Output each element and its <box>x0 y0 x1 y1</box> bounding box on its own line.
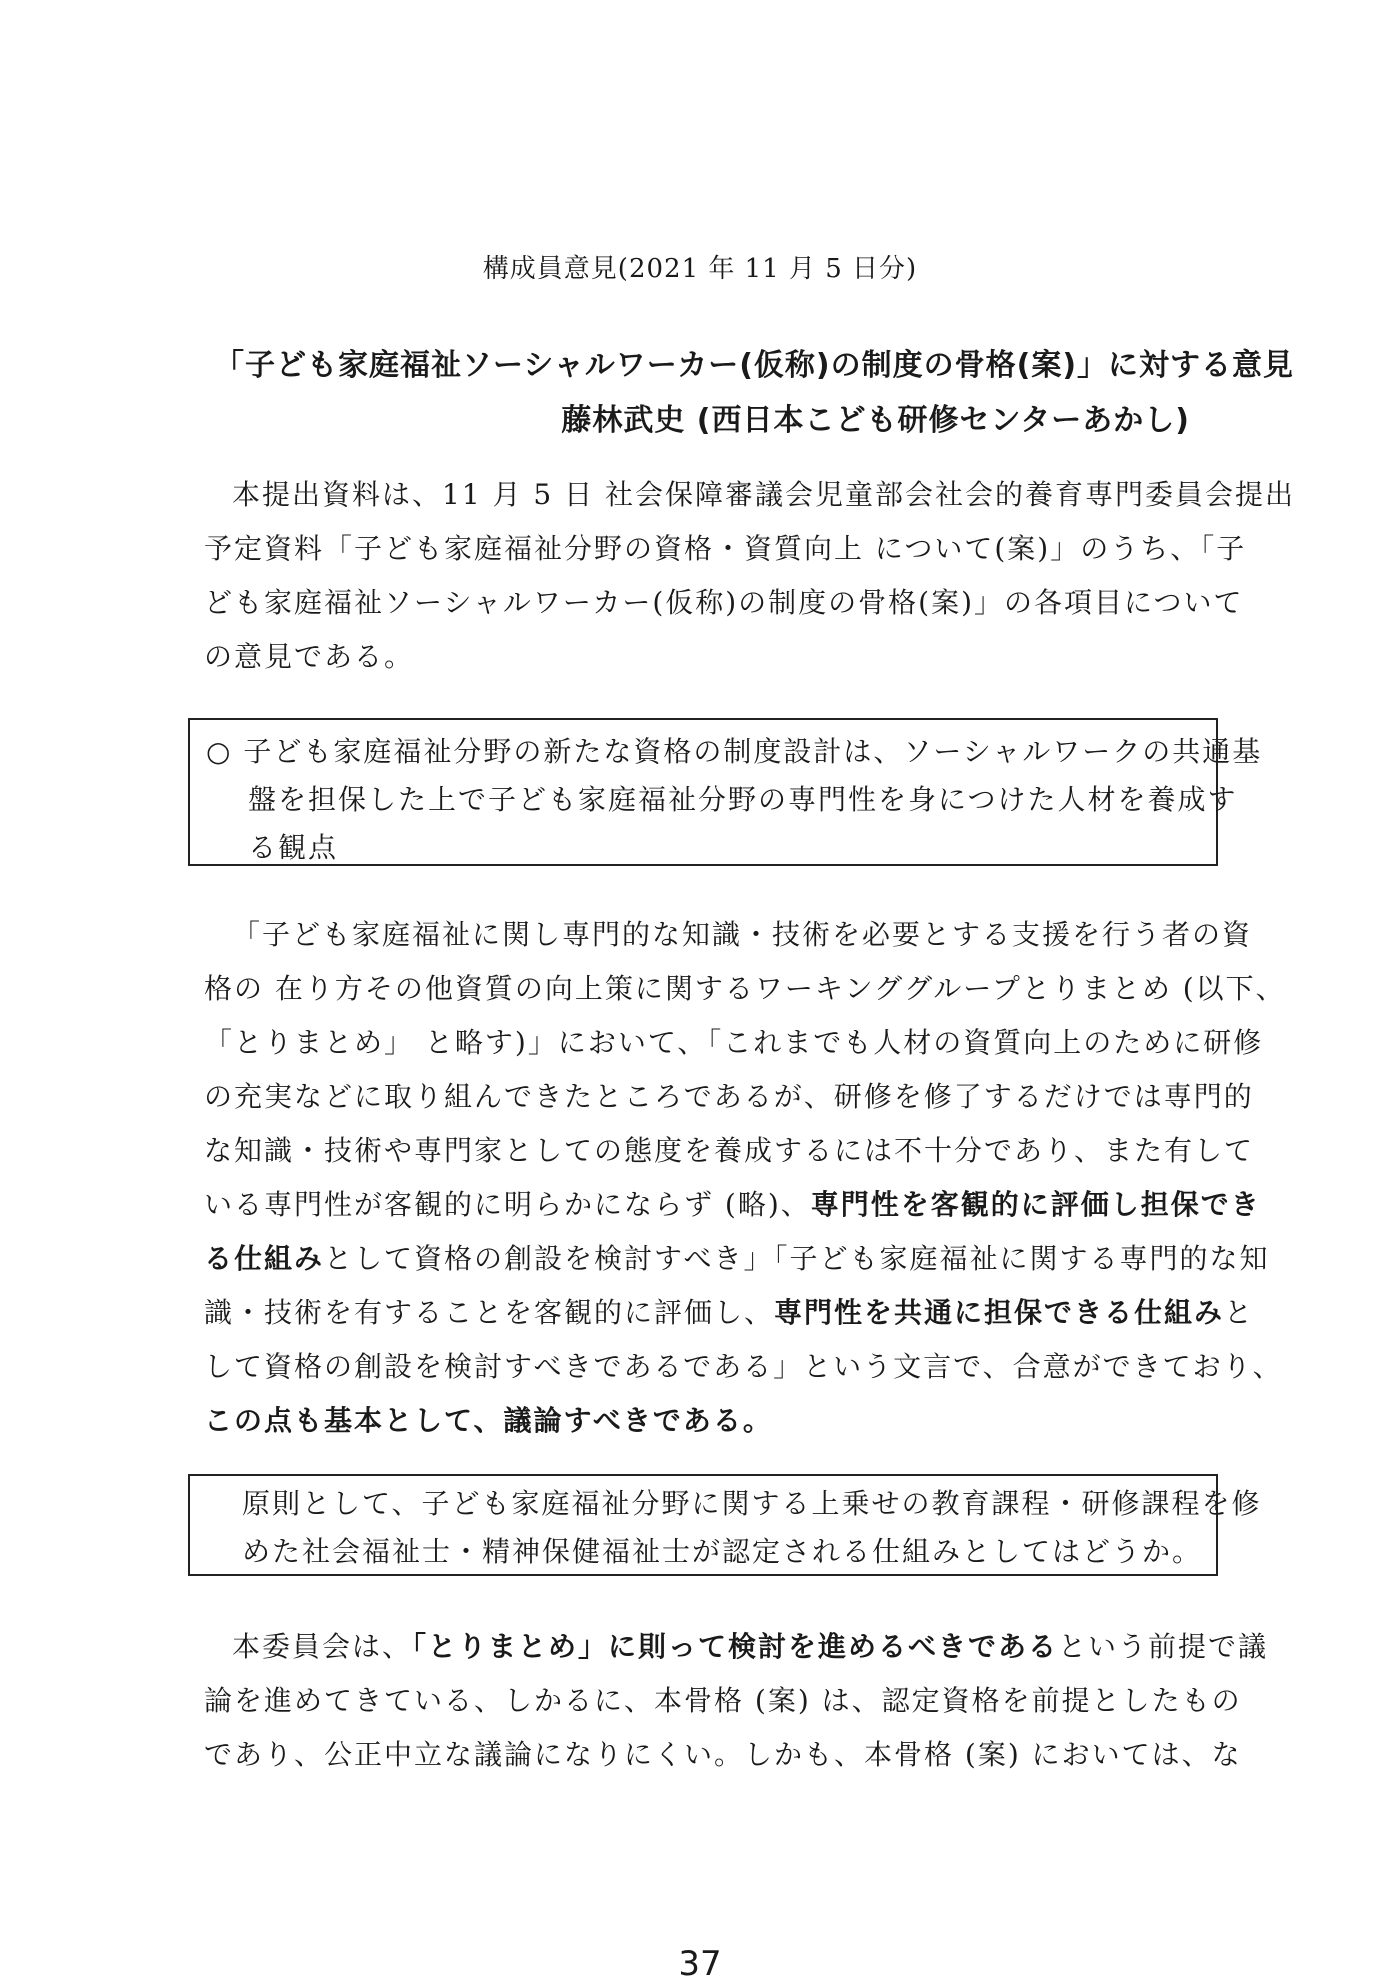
body-line: 論を進めてきている、しかるに、本骨格 (案) は、認定資格を前提としたもの <box>204 1684 1242 1717</box>
intro-line: 本提出資料は、11 月 5 日 社会保障審議会児童部会社会的養育専門委員会提出 <box>232 478 1296 511</box>
body-line <box>204 1620 1269 1674</box>
box-line: 盤を担保した上で子ども家庭福祉分野の専門性を身につけた人材を養成す <box>248 783 1238 816</box>
body-line <box>204 1232 1270 1286</box>
intro-line: の意見である。 <box>204 640 415 673</box>
box-line: めた社会福祉士・精神保健福祉士が認定される仕組みとしてはどうか。 <box>242 1535 1203 1568</box>
meeting-note: 構成員意見(2021 年 11 月 5 日分) <box>482 254 918 284</box>
body-line: して資格の創設を検討すべきであるである」という文言で、合意ができており、 <box>204 1350 1283 1383</box>
intro-line: ども家庭福祉ソーシャルワーカー(仮称)の制度の骨格(案)」の各項目について <box>204 586 1244 619</box>
body-text: として資格の創設を検討すべき」「子ども家庭福祉に関する専門的な知 <box>324 1242 1270 1275</box>
document-title: 「子ども家庭福祉ソーシャルワーカー(仮称)の制度の骨格(案)」に対する意見 <box>214 348 1295 383</box>
body-line: 「とりまとめ」 と略す)」において、「これまでも人材の資質向上のために研修 <box>204 1026 1264 1059</box>
emphasis-text: る仕組み <box>204 1242 325 1275</box>
quoted-item-box <box>188 718 1263 866</box>
body-line <box>204 1286 1255 1340</box>
body-text: 識・技術を有することを客観的に評価し、 <box>204 1296 775 1329</box>
emphasis-text: 専門性を共通に担保できる仕組み <box>774 1296 1225 1329</box>
box-line: 原則として、子ども家庭福祉分野に関する上乗せの教育課程・研修課程を修 <box>242 1487 1262 1520</box>
body-line: 「子ども家庭福祉に関し専門的な知識・技術を必要とする支援を行う者の資 <box>232 918 1253 951</box>
box-line: ○ 子ども家庭福祉分野の新たな資格の制度設計は、ソーシャルワークの共通基 <box>206 735 1263 768</box>
body-paragraph-1 <box>204 908 1286 1448</box>
body-text: いる専門性が客観的に明らかにならず (略)、 <box>204 1188 811 1221</box>
intro-line: 予定資料「子ども家庭福祉分野の資格・資質向上 について(案)」のうち、「子 <box>204 532 1247 565</box>
body-text: という前提で議 <box>1058 1630 1269 1663</box>
emphasis-text: 「とりまとめ」に則って検討を進めるべきである <box>412 1630 1059 1663</box>
body-line-emphasis: この点も基本として、議論すべきである。 <box>204 1404 773 1437</box>
body-line: の充実などに取り組んできたところであるが、研修を修了するだけでは専門的 <box>204 1080 1254 1113</box>
page-number: 37 <box>678 1944 722 1984</box>
body-line: な知識・技術や専門家としての態度を養成するには不十分であり、また有して <box>204 1134 1255 1167</box>
intro-paragraph <box>204 468 1296 684</box>
document-author: 藤林武史 (西日本こども研修センターあかし) <box>561 403 1190 438</box>
emphasis-text: 専門性を客観的に評価し担保でき <box>810 1188 1261 1221</box>
box-line: る観点 <box>248 831 339 864</box>
body-text: 本委員会は、 <box>232 1630 413 1663</box>
body-paragraph-2 <box>204 1620 1269 1782</box>
body-line: であり、公正中立な議論になりにくい。しかも、本骨格 (案) においては、な <box>204 1738 1242 1771</box>
body-text: と <box>1224 1296 1255 1329</box>
body-line: 格の 在り方その他資質の向上策に関するワーキンググループとりまとめ (以下、 <box>204 972 1286 1005</box>
body-line <box>204 1178 1261 1232</box>
proposal-box <box>188 1474 1262 1576</box>
